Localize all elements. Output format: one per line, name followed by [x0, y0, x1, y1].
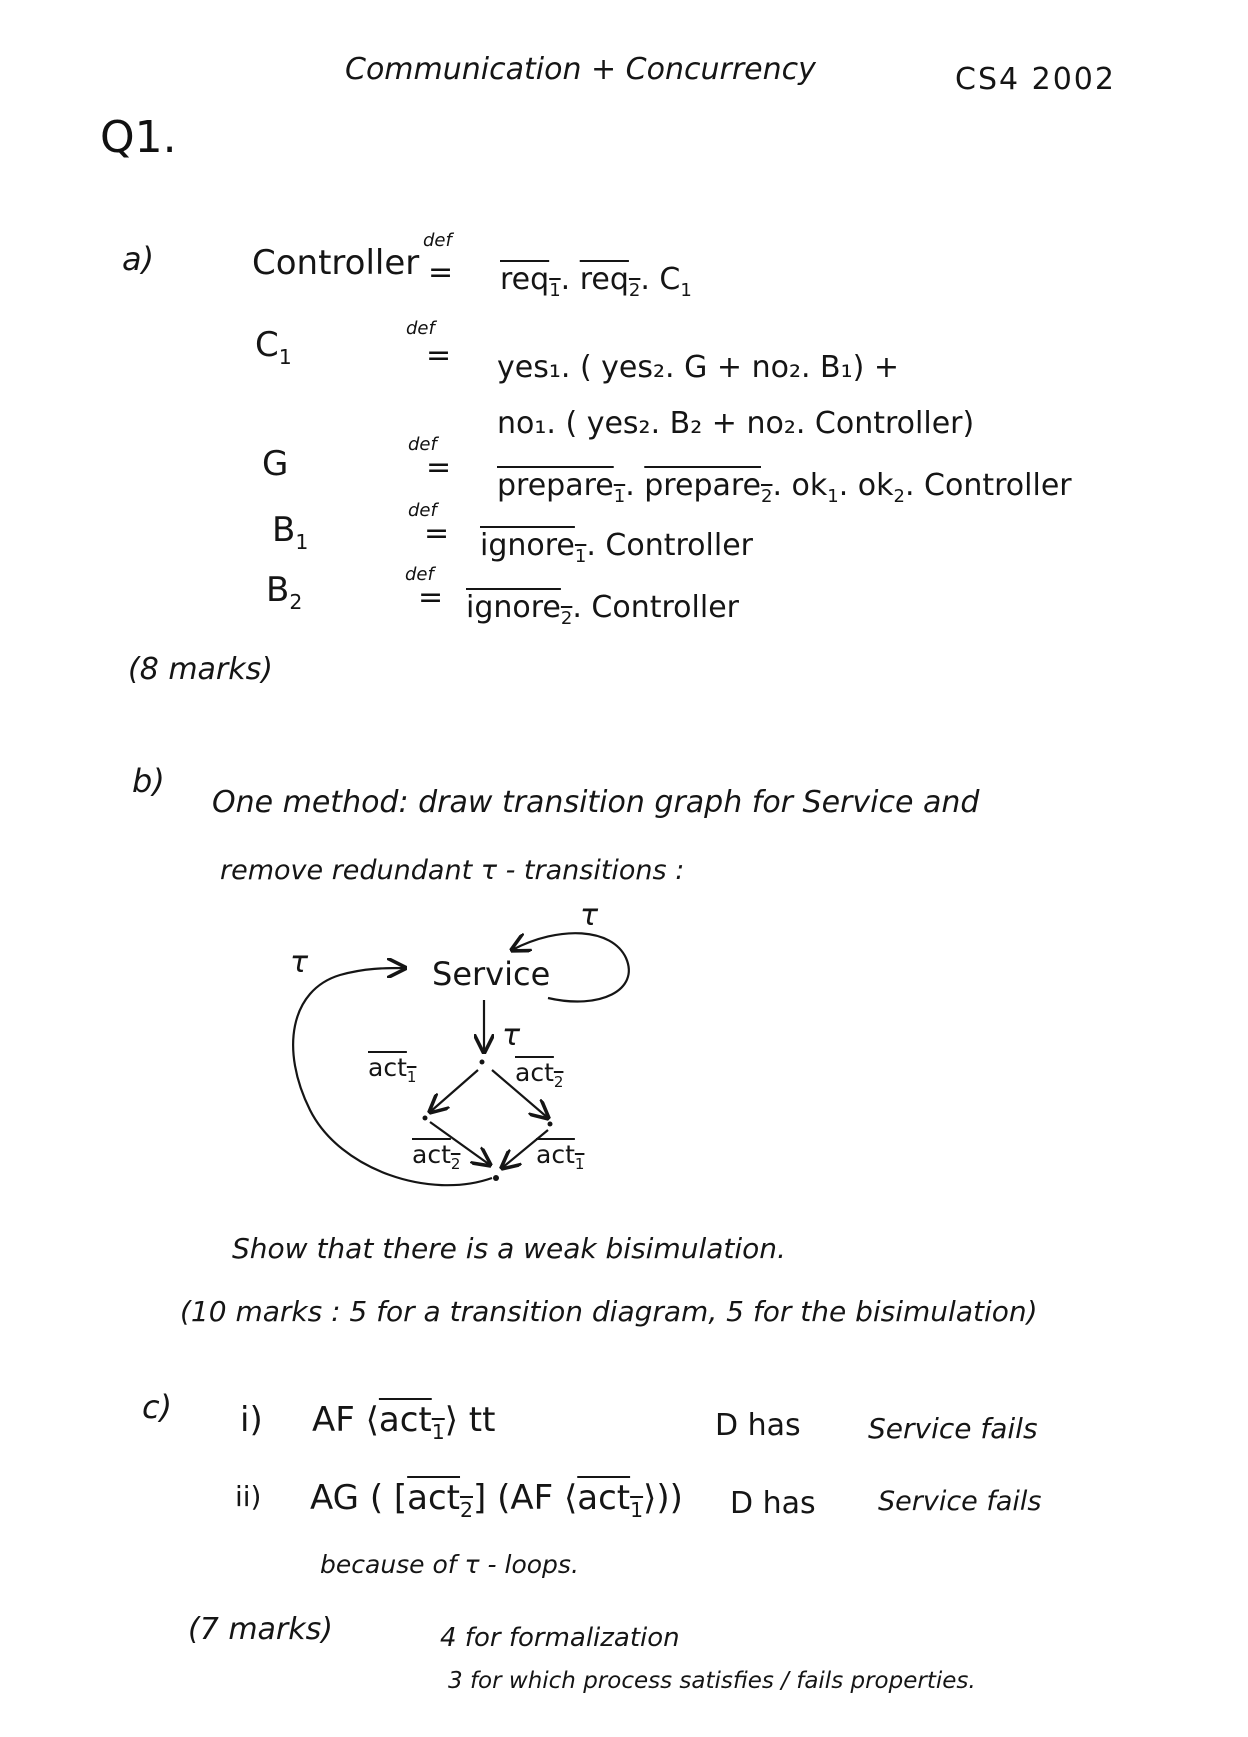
part-c-i-num: i): [240, 1400, 263, 1440]
tau-label-selfloop: τ: [580, 898, 599, 933]
part-b-line2: remove redundant τ - transitions :: [220, 855, 685, 886]
eq-c1-rhs-line1: yes₁. ( yes₂. G + no₂. B₁) +: [497, 350, 900, 385]
eq-controller-lhs: Controller: [252, 243, 420, 283]
state-bottom: [493, 1175, 499, 1181]
def-symbol: def: [408, 434, 437, 455]
eq-c1-lhs: $C_1$: [255, 325, 292, 369]
state-right: [548, 1122, 553, 1127]
course-title: Communication + Concurrency: [345, 52, 816, 87]
eq-g-lhs: G: [262, 444, 289, 484]
part-b-label: b): [132, 762, 165, 800]
tau-label-returnloop: τ: [290, 945, 309, 980]
act1-arrow-left: [430, 1070, 478, 1112]
act1-label-lower: act$_1$: [536, 1140, 585, 1173]
equals-sign: =: [428, 255, 454, 290]
eq-c1-rhs-line2: no₁. ( yes₂. B₂ + no₂. Controller): [497, 406, 975, 441]
eq-b1-lhs: $B_1$: [272, 510, 309, 554]
course-code-year: CS4 2002: [955, 62, 1116, 97]
part-c-i-service: Service fails: [868, 1412, 1038, 1445]
act1-label-left: act$_1$: [368, 1053, 417, 1086]
act2-label-lower: act$_2$: [412, 1140, 461, 1173]
part-c-because: because of τ - loops.: [320, 1550, 579, 1579]
part-c-ii-formula: AG ( [act$_2$] (AF ⟨act$_1$⟩)): [310, 1478, 683, 1522]
equals-sign: =: [426, 450, 452, 485]
eq-b1-rhs: ignore$_1$. Controller: [480, 528, 753, 567]
state-left: [423, 1116, 428, 1121]
eq-b2-lhs: $B_2$: [266, 570, 303, 614]
eq-b2-rhs: ignore$_2$. Controller: [466, 590, 739, 629]
part-a-label: a): [122, 240, 155, 278]
act2-label-right: act$_2$: [515, 1058, 564, 1091]
service-node: Service: [432, 955, 551, 993]
tau-label-down: τ: [502, 1018, 521, 1053]
part-c-i-d-has: D has: [715, 1408, 801, 1443]
part-b-show: Show that there is a weak bisimulation.: [232, 1232, 786, 1265]
question-number: Q1.: [100, 112, 177, 163]
part-c-note2: 3 for which process satisfies / fails properties.: [448, 1668, 976, 1694]
part-a-marks: (8 marks): [128, 652, 273, 687]
part-c-note1: 4 for formalization: [440, 1623, 680, 1653]
def-symbol: def: [406, 318, 435, 339]
state-middle: [480, 1060, 485, 1065]
part-c-i-formula: AF ⟨act$_1$⟩ tt: [312, 1400, 496, 1444]
part-b-marks: (10 marks : 5 for a transition diagram, 5 for the bisimulation): [180, 1295, 1038, 1328]
part-c-label: c): [142, 1388, 173, 1426]
def-symbol: def: [408, 500, 437, 521]
part-c-ii-d-has: D has: [730, 1486, 816, 1521]
eq-g-rhs: prepare$_1$. prepare$_2$. $ok_1$. $ok_2$. Controller: [497, 468, 1072, 507]
part-c-marks: (7 marks): [188, 1612, 333, 1647]
equals-sign: =: [424, 516, 450, 551]
def-symbol: def: [423, 230, 452, 251]
part-c-ii-service: Service fails: [878, 1486, 1042, 1517]
part-b-line1: One method: draw transition graph for Service and: [212, 785, 980, 820]
part-c-ii-num: ii): [235, 1480, 262, 1513]
eq-controller-rhs: req$_1$. req$_2$. $C_1$: [500, 262, 692, 301]
def-symbol: def: [405, 564, 434, 585]
equals-sign: =: [426, 338, 452, 373]
equals-sign: =: [418, 580, 444, 615]
